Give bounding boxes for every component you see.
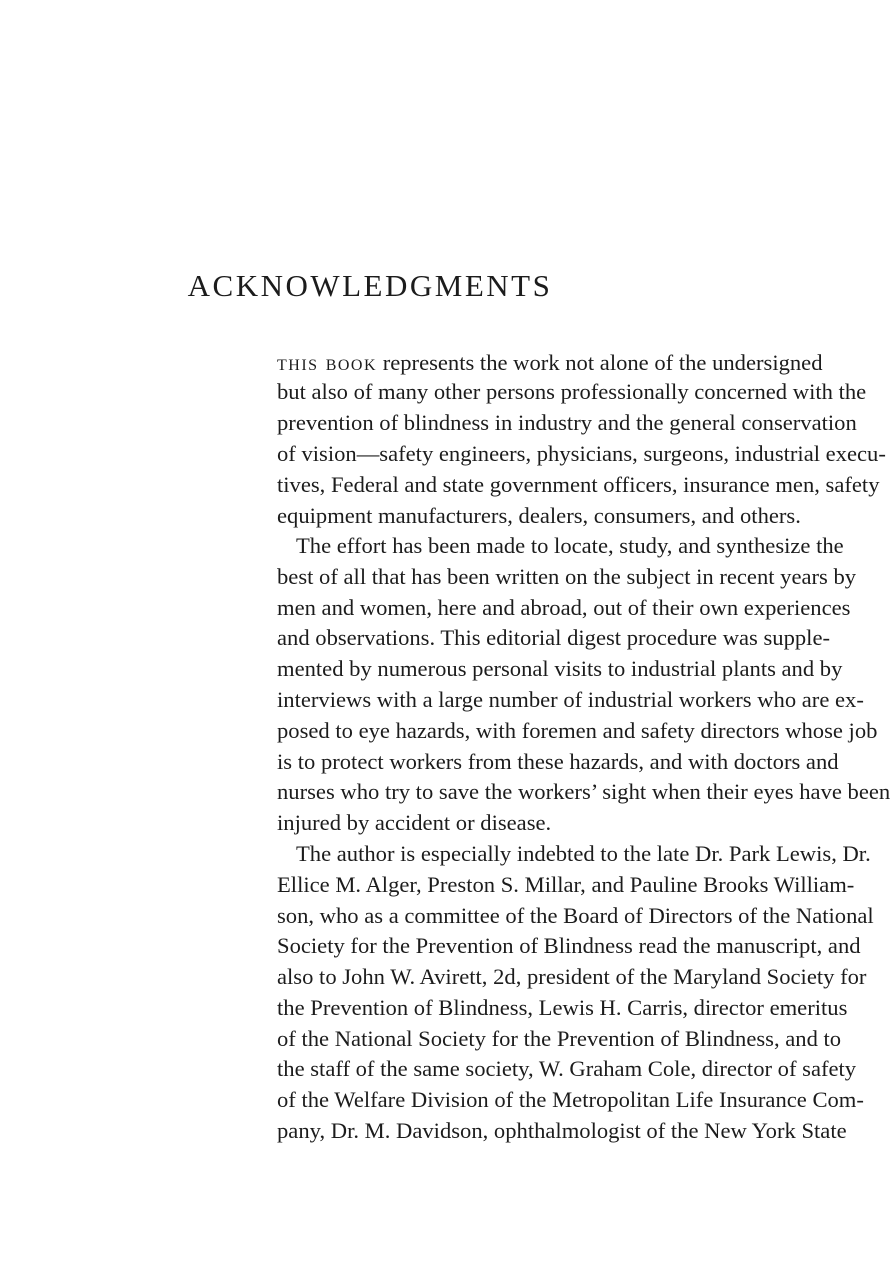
text-line-5: tives, Federal and state government officers, insurance men, safety bbox=[277, 472, 880, 497]
text-line-11: mented by numerous personal visits to industrial plants and by bbox=[277, 656, 843, 681]
text-line-23: of the National Society for the Prevention of Blindness, and to bbox=[277, 1026, 842, 1051]
text-line-16: injured by accident or disease. bbox=[277, 810, 552, 835]
text-line-1-rest: represents the work not alone of the undersigned bbox=[377, 350, 823, 375]
text-line-26: pany, Dr. M. Davidson, ophthalmologist of the New York State bbox=[277, 1118, 847, 1143]
text-line-14: is to protect workers from these hazards, and with doctors and bbox=[277, 749, 839, 774]
text-line-4: of vision—safety engineers, physicians, surgeons, industrial execu- bbox=[277, 441, 886, 466]
text-line-2: but also of many other persons professionally concerned with the bbox=[277, 379, 867, 404]
text-line-21: also to John W. Avirett, 2d, president of the Maryland Society for bbox=[277, 964, 867, 989]
text-line-13: posed to eye hazards, with foremen and safety directors whose job bbox=[277, 718, 878, 743]
text-line-17: The author is especially indebted to the late Dr. Park Lewis, Dr. bbox=[296, 841, 871, 866]
text-line-10: and observations. This editorial digest procedure was supple- bbox=[277, 625, 830, 650]
text-line-7: The effort has been made to locate, study, and synthesize the bbox=[296, 533, 844, 558]
text-line-1 bbox=[277, 350, 823, 378]
text-line-22: the Prevention of Blindness, Lewis H. Carris, director emeritus bbox=[277, 995, 848, 1020]
text-line-20: Society for the Prevention of Blindness read the manuscript, and bbox=[277, 933, 861, 958]
text-line-9: men and women, here and abroad, out of their own experiences bbox=[277, 595, 851, 620]
page-title: ACKNOWLEDGMENTS bbox=[187, 268, 553, 303]
lead-in-smallcaps: this book bbox=[277, 350, 378, 375]
text-line-18: Ellice M. Alger, Preston S. Millar, and Pauline Brooks William- bbox=[277, 872, 855, 897]
text-line-6: equipment manufacturers, dealers, consumers, and others. bbox=[277, 503, 801, 528]
text-line-15: nurses who try to save the workers’ sight when their eyes have been bbox=[277, 779, 890, 804]
text-line-19: son, who as a committee of the Board of Directors of the National bbox=[277, 903, 874, 928]
text-line-25: of the Welfare Division of the Metropolitan Life Insurance Com- bbox=[277, 1087, 864, 1112]
text-line-3: prevention of blindness in industry and the general conservation bbox=[277, 410, 857, 435]
text-line-24: the staff of the same society, W. Graham Cole, director of safety bbox=[277, 1056, 857, 1081]
text-line-12: interviews with a large number of industrial workers who are ex- bbox=[277, 687, 864, 712]
text-line-8: best of all that has been written on the subject in recent years by bbox=[277, 564, 857, 589]
